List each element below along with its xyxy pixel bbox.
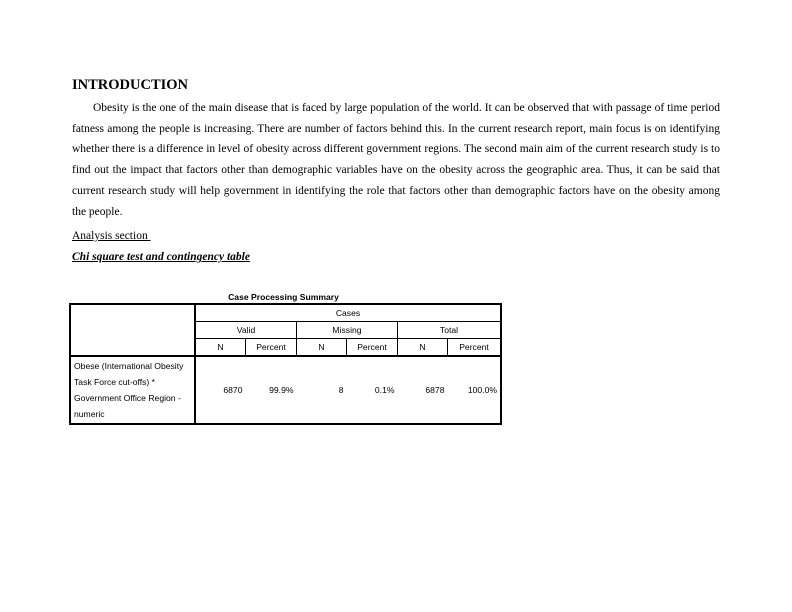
group-header-missing: Missing: [297, 322, 398, 339]
cases-header: Cases: [195, 304, 501, 322]
analysis-section-label: Analysis section: [72, 230, 151, 242]
table-title: Case Processing Summary: [228, 292, 339, 302]
col-header-missing-percent: Percent: [347, 339, 398, 357]
total-n-cell: 6878: [425, 385, 445, 395]
intro-paragraph: Obesity is the one of the main disease that is faced by large population of the world. It can be observed that with passage of time period fatness among the people is increasing. There are number of factors behind this. In the current research report, main focus is on identifying whether there is a difference in level of obesity across different government regions. The second main aim of the current research study is to find out the impact that factors other than demographic variables have on the obesity across the geographic area. Thus, it can be said that current research study will help government in identifying the role that factors other than demographic factors have on the obesity among the people.: [72, 102, 720, 218]
section-heading: INTRODUCTION: [72, 77, 189, 93]
empty-corner-cell: [70, 304, 195, 356]
col-header-total-n: N: [398, 339, 448, 357]
col-header-total-percent: Percent: [448, 339, 502, 357]
row-label: Obese (International Obesity Task Force cut-offs) * Government Office Region - numeric: [70, 356, 195, 424]
valid-n-cell: 6870: [195, 356, 246, 424]
missing-n-cell: 8: [338, 385, 344, 395]
case-processing-table: [69, 303, 502, 425]
col-header-missing-n: N: [297, 339, 347, 357]
valid-percent-cell: 99.9%: [269, 385, 294, 395]
table-row: [70, 356, 501, 424]
chi-square-subheading: Chi square test and contingency table: [72, 251, 250, 263]
col-header-valid-percent: Percent: [246, 339, 297, 357]
group-header-total: Total: [398, 322, 502, 339]
missing-percent-cell: 0.1%: [374, 385, 395, 395]
group-header-valid: Valid: [195, 322, 297, 339]
col-header-valid-n: N: [195, 339, 246, 357]
total-percent-cell: 100.0%: [467, 385, 497, 395]
